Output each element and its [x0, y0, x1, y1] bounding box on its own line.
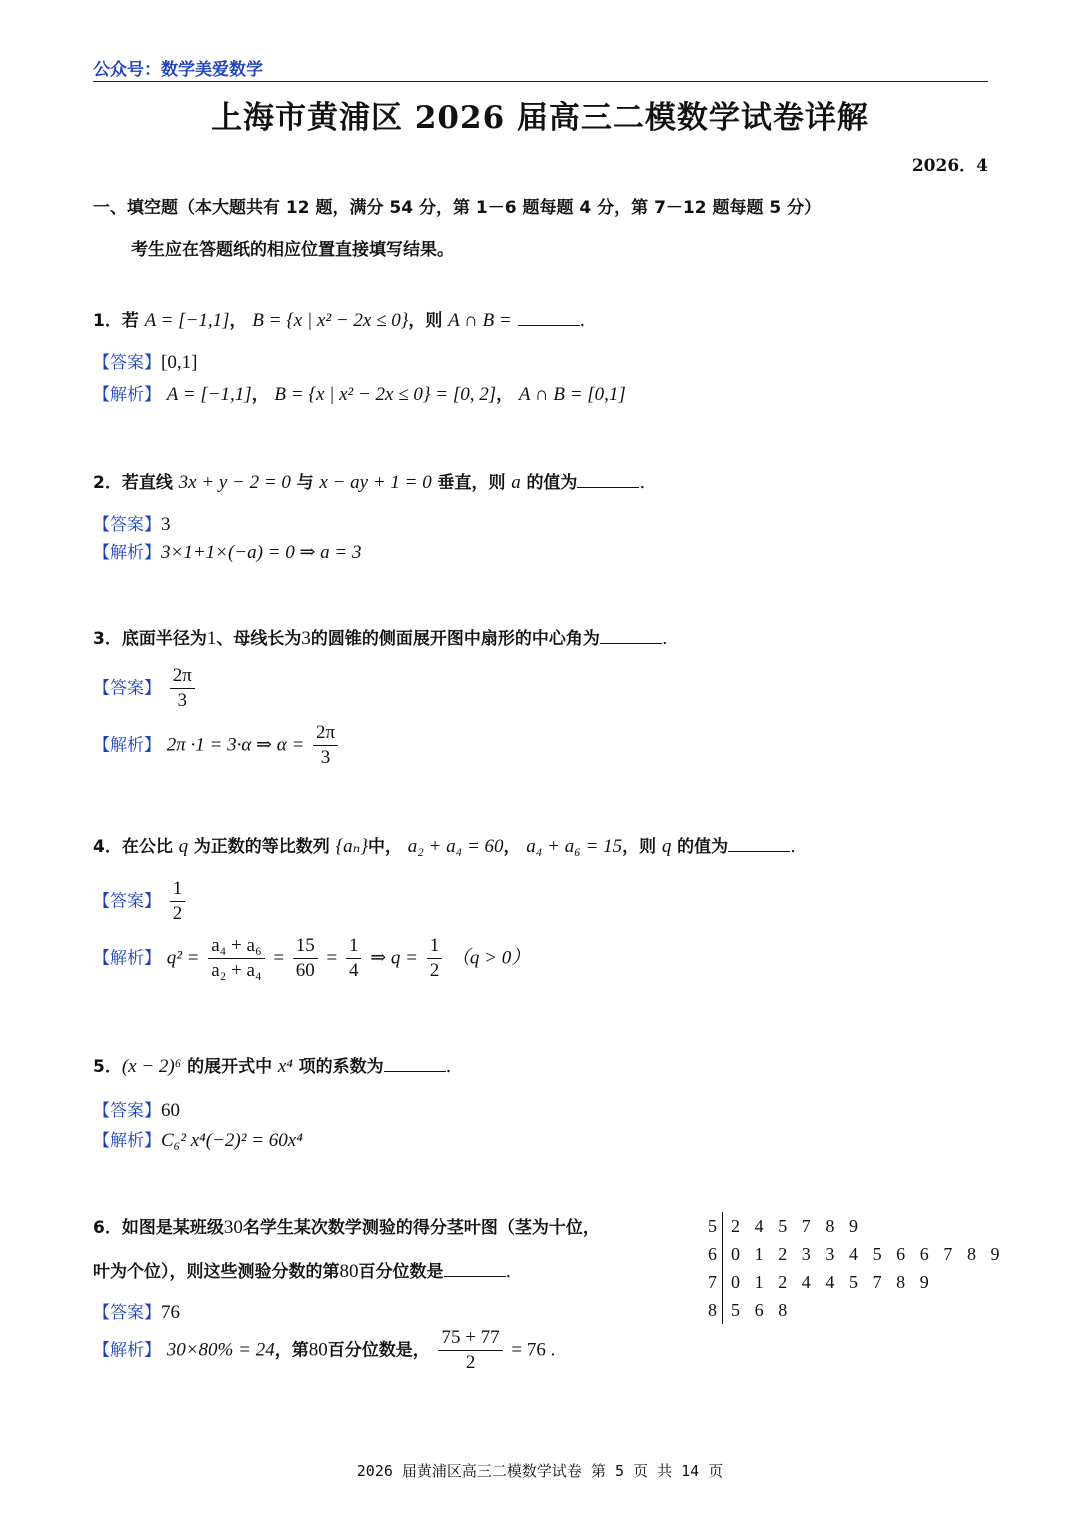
leaf-value: 1	[754, 1244, 764, 1264]
leaf-value: 0	[731, 1272, 740, 1292]
section-heading: 一、填空题（本大题共有 12 题，满分 54 分，第 1－6 题每题 4 分，第 7－12 题每题 5 分）	[93, 198, 822, 218]
q6-text-c: 叶为个位），则这些测验分数的第	[93, 1262, 340, 1282]
q5-text-a: 的展开式中	[187, 1057, 273, 1077]
q5-number: 5．	[93, 1057, 122, 1077]
q1-set-b: B = {x | x² − 2x ≤ 0}	[252, 310, 409, 331]
leaf-value: 3	[825, 1244, 835, 1264]
denominator: 2	[429, 960, 440, 981]
q3-analysis-left: 2π ·1 = 3·α ⇒ α =	[166, 734, 305, 756]
question-6	[93, 1213, 600, 1239]
q2-number: 2．	[93, 473, 122, 493]
leaf-value: 1	[754, 1272, 764, 1292]
denominator: 60	[295, 960, 315, 981]
q3-analysis	[93, 721, 341, 770]
q5-binomial: (x − 2)⁶	[121, 1056, 182, 1077]
analysis-tag: 【解析】	[93, 735, 161, 756]
denominator: a₂ + a₄	[211, 960, 262, 981]
q5-answer-value: 60	[161, 1100, 180, 1121]
q4-ratio: q	[178, 836, 189, 857]
q1-analysis	[93, 380, 626, 406]
q2-line-2: x − ay + 1 = 0	[319, 472, 432, 493]
leaf-value: 6	[919, 1244, 929, 1264]
answer-blank	[444, 1262, 506, 1277]
q3-slant: 3	[301, 628, 311, 649]
answer-blank	[577, 473, 639, 488]
leaf-value: 4	[825, 1272, 835, 1292]
q2-answer-value: 3	[161, 514, 171, 535]
question-6-line-2: 叶为个位），则这些测验分数的第80百分位数是 .	[93, 1261, 512, 1282]
q5-analysis	[93, 1126, 303, 1152]
analysis-tag: 【解析】	[93, 543, 161, 563]
stem-leaf-row	[703, 1296, 1014, 1324]
q5-term: x⁴	[277, 1056, 293, 1077]
q4-text-b: 为正数的等比数列	[193, 837, 330, 857]
q3-answer	[93, 664, 198, 713]
equals: =	[273, 947, 285, 969]
stem-value: 7	[708, 1272, 717, 1292]
leaf-value: 0	[731, 1244, 740, 1264]
q6-number: 6．	[93, 1218, 122, 1238]
answer-tag: 【答案】	[93, 891, 161, 912]
stem-value: 8	[708, 1300, 717, 1320]
q4-q-squared: q² =	[166, 947, 200, 969]
leaf-value: 4	[754, 1216, 764, 1236]
leaf-value: 3	[801, 1244, 811, 1264]
q6-text-b: 名学生某次数学测验的得分茎叶图（茎为十位，	[242, 1218, 600, 1238]
q3-answer-fraction	[170, 664, 195, 713]
leaf-value: 8	[966, 1244, 976, 1264]
q4-analysis	[93, 934, 530, 983]
numerator: 15	[293, 934, 318, 959]
q6-analysis-fraction	[438, 1326, 502, 1375]
question-2: 2．若直线 3x + y − 2 = 0 与 x − ay + 1 = 0 垂直，则 a 的值为 .	[93, 472, 646, 493]
leaf-value: 7	[801, 1216, 811, 1236]
leaf-value: 5	[848, 1272, 858, 1292]
q4-sep: ，	[503, 837, 521, 857]
q2-text-c: 垂直，则	[437, 473, 506, 493]
stem-leaf-row	[703, 1240, 1014, 1268]
header-rule	[93, 81, 988, 82]
q4-text-e: 的值为	[677, 837, 729, 857]
numerator: a₄ + a₆	[208, 934, 264, 959]
leaf-value: 8	[896, 1272, 906, 1292]
q6-text-d: 百分位数是	[358, 1262, 444, 1282]
q1-text-b: ，则	[408, 311, 443, 331]
q4-fraction-1	[208, 934, 264, 983]
q1-sep: ，	[229, 311, 247, 331]
q6-percentile: 80	[339, 1261, 359, 1282]
leaf-value: 4	[848, 1244, 858, 1264]
q1-text: 若	[121, 311, 139, 331]
denominator: 3	[320, 747, 331, 768]
q4-text-a: 在公比	[121, 837, 173, 857]
q1-set-a: A = [−1,1]	[144, 310, 230, 331]
answer-tag: 【答案】	[93, 353, 161, 373]
q4-answer	[93, 877, 188, 926]
analysis-tag: 【解析】	[93, 948, 161, 969]
q4-number: 4．	[93, 837, 122, 857]
q6-count: 30	[223, 1217, 243, 1238]
leaf-value: 5	[778, 1216, 788, 1236]
header-brand: 公众号：数学美爱数学	[93, 60, 263, 80]
analysis-tag: 【解析】	[93, 385, 161, 405]
q2-text-a: 若直线	[121, 473, 173, 493]
q6-answer	[93, 1298, 180, 1324]
q4-fraction-2	[293, 934, 318, 983]
leaf-value: 5	[872, 1244, 882, 1264]
q3-number: 3．	[93, 629, 122, 649]
leaf-value: 8	[778, 1300, 788, 1320]
q1-answer	[93, 348, 197, 374]
q4-fraction-3	[346, 934, 362, 983]
q5-analysis-text: C₆² x⁴(−2)² = 60x⁴	[161, 1130, 303, 1151]
stem-value: 6	[708, 1244, 717, 1264]
leaf-value: 9	[990, 1244, 1000, 1264]
stem-leaf-plot	[703, 1212, 1014, 1324]
answer-blank	[518, 311, 580, 326]
answer-blank	[600, 629, 662, 644]
stem-leaf-row	[703, 1268, 1014, 1296]
numerator: 2π	[313, 721, 338, 746]
leaf-value: 6	[896, 1244, 906, 1264]
leaf-value: 8	[825, 1216, 835, 1236]
page-footer: 2026 届黄浦区高三二模数学试卷 第 5 页 共 14 页	[356, 1462, 724, 1480]
question-5: 5．(x − 2)⁶ 的展开式中 x⁴ 项的系数为 .	[93, 1056, 452, 1077]
denominator: 4	[348, 960, 359, 981]
q1-number: 1．	[93, 311, 122, 331]
leaf-value: 9	[848, 1216, 858, 1236]
q1-analysis-b: B = {x | x² − 2x ≤ 0} = [0, 2]	[274, 384, 497, 405]
q5-text-b: 项的系数为	[298, 1057, 384, 1077]
q5-answer	[93, 1096, 180, 1122]
stem-divider	[722, 1268, 723, 1296]
q4-var: q	[661, 836, 672, 857]
q2-analysis	[93, 538, 362, 564]
answer-tag: 【答案】	[93, 1303, 161, 1323]
numerator: 1	[427, 934, 443, 959]
numerator: 1	[170, 877, 186, 902]
stem-divider	[722, 1240, 723, 1268]
q4-fraction-4	[427, 934, 443, 983]
equals: =	[326, 947, 338, 969]
leaf-value: 7	[872, 1272, 882, 1292]
q4-cond-1: a₂ + a₄ = 60	[407, 836, 504, 857]
q1-answer-value: [0,1]	[161, 352, 198, 373]
leaf-value: 2	[778, 1244, 788, 1264]
question-4: 4．在公比 q 为正数的等比数列 {aₙ}中， a₂ + a₄ = 60， a₄ + a₆ = 15，则 q 的值为 .	[93, 836, 796, 857]
q4-sequence: {aₙ}	[335, 836, 368, 857]
q2-line-1: 3x + y − 2 = 0	[178, 472, 291, 493]
analysis-tag: 【解析】	[93, 1340, 161, 1361]
q4-condition: （q > 0）	[450, 947, 531, 969]
q6-analysis-a: 30×80% = 24	[166, 1339, 275, 1361]
q1-analysis-a: A = [−1,1]	[166, 384, 252, 405]
q3-radius: 1	[206, 628, 217, 649]
leaf-value: 6	[754, 1300, 764, 1320]
denominator: 2	[465, 1352, 476, 1373]
numerator: 2π	[170, 664, 195, 689]
q3-text-a: 底面半径为	[121, 629, 207, 649]
denominator: 3	[177, 690, 188, 711]
q4-text-d: ，则	[622, 837, 657, 857]
analysis-tag: 【解析】	[93, 1131, 161, 1151]
q2-text-b: 与	[296, 473, 314, 493]
section-instruction: 考生应在答题纸的相应位置直接填写结果。	[131, 240, 454, 260]
q2-var: a	[511, 472, 521, 493]
q1-intersection: A ∩ B =	[448, 310, 512, 331]
question-1: 1．若 A = [−1,1]， B = {x | x² − 2x ≤ 0}，则 A ∩ B = .	[93, 310, 586, 331]
denominator: 2	[172, 903, 183, 924]
stem-divider	[722, 1212, 723, 1240]
q6-analysis	[93, 1326, 555, 1375]
answer-tag: 【答案】	[93, 515, 161, 535]
stem-value: 5	[708, 1216, 717, 1236]
exam-date: 2026．4	[911, 156, 988, 176]
answer-tag: 【答案】	[93, 678, 161, 699]
numerator: 1	[346, 934, 362, 959]
leaf-value: 7	[943, 1244, 953, 1264]
q2-answer	[93, 510, 171, 536]
q6-text-a: 如图是某班级	[121, 1218, 224, 1238]
leaf-value: 4	[801, 1272, 811, 1292]
stem-leaf-row	[703, 1212, 1014, 1240]
q1-analysis-sep2: ，	[496, 385, 514, 405]
q3-text-b: 、母线长为	[216, 629, 302, 649]
q6-analysis-eq: = 76 .	[511, 1339, 556, 1361]
q4-text-c: 中，	[367, 837, 402, 857]
leaf-value: 9	[919, 1272, 929, 1292]
question-3: 3．底面半径为1、母线长为3的圆锥的侧面展开图中扇形的中心角为 .	[93, 628, 668, 649]
numerator: 75 + 77	[438, 1326, 502, 1351]
q3-analysis-fraction	[313, 721, 338, 770]
leaf-value: 2	[778, 1272, 788, 1292]
q6-answer-value: 76	[161, 1302, 180, 1323]
leaf-value: 2	[731, 1216, 740, 1236]
q6-analysis-t2: 百分位数是，	[327, 1340, 430, 1361]
q2-text-d: 的值为	[526, 473, 578, 493]
q4-cond-2: a₄ + a₆ = 15	[526, 836, 623, 857]
q6-analysis-v: 80	[308, 1339, 328, 1361]
leaf-value: 5	[731, 1300, 740, 1320]
q1-analysis-sep: ，	[251, 385, 269, 405]
q1-analysis-c: A ∩ B = [0,1]	[518, 384, 626, 405]
answer-tag: 【答案】	[93, 1101, 161, 1121]
page-title: 上海市黄浦区 2026 届高三二模数学试卷详解	[211, 100, 869, 136]
q2-analysis-text: 3×1+1×(−a) = 0 ⇒ a = 3	[161, 542, 362, 563]
answer-blank	[728, 837, 790, 852]
stem-divider	[722, 1296, 723, 1324]
answer-blank	[384, 1057, 446, 1072]
q6-analysis-t1: ，第	[274, 1340, 309, 1361]
q4-implies: ⇒ q =	[370, 947, 418, 969]
q4-answer-fraction	[170, 877, 186, 926]
q3-text-c: 的圆锥的侧面展开图中扇形的中心角为	[310, 629, 600, 649]
